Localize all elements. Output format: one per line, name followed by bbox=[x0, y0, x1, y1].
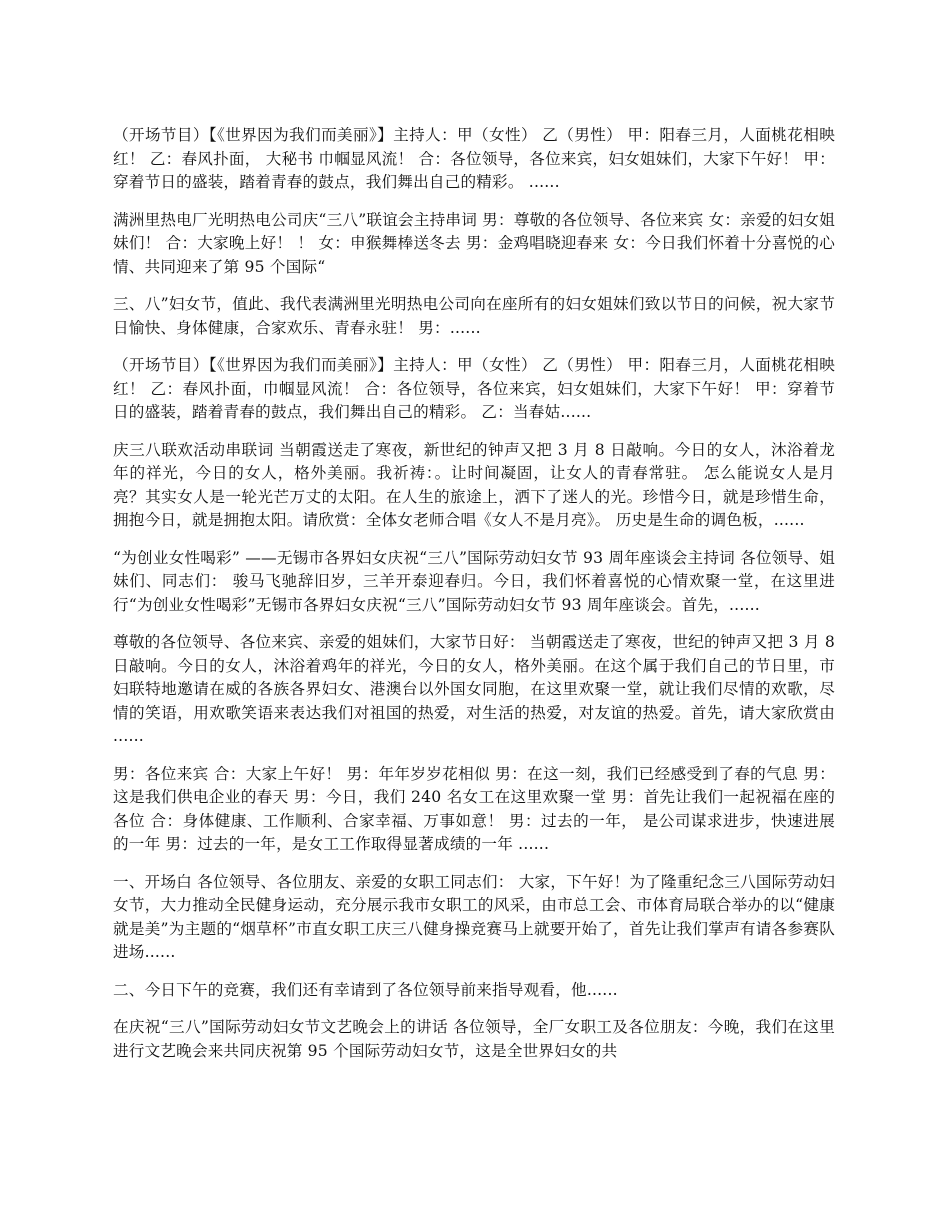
paragraph-10: 二、今日下午的竞赛，我们还有幸请到了各位领导前来指导观看，他...... bbox=[113, 980, 618, 999]
paragraph-9: 一、开场白 各位领导、各位朋友、亲爱的女职工同志们： 大家，下午好！为了隆重纪念三八国际劳动妇女节，大力推动全民健身运动，充分展示我市女职工的风采，由市总工会、市体育局联合举办的以“健康就是美”为主题的“烟草杯”市直女职工庆三八健身操竞赛马上就要开始了，首先让我们掌声有请各参赛队进场...... bbox=[113, 872, 835, 961]
document-body bbox=[113, 124, 835, 1077]
paragraph-8: 男：各位来宾 合：大家上午好！ 男：年年岁岁花相似 男：在这一刻，我们已经感受到了春的气息 男：这是我们供电企业的春天 男：今日，我们 240 名女工在这里欢聚一堂 男：首先让我们一起祝福在座的各位 合：身体健康、工作顺利、合家幸福、万事如意！ 男：过去的一年， 是公司谋求进步，快速进展的一年 男：过去的一年，是女工工作取得显著成绩的一年 ...... bbox=[113, 764, 835, 853]
paragraph-7: 尊敬的各位领导、各位来宾、亲爱的姐妹们，大家节日好： 当朝霞送走了寒夜，世纪的钟声又把 3 月 8 日敲响。今日的女人，沐浴着鸡年的祥光，今日的女人，格外美丽。在这个属于我们自己的节日里，市妇联特地邀请在威的各族各界妇女、港澳台以外国女同胞，在这里欢聚一堂，就让我们尽情的欢歌，尽情的笑语，用欢歌笑语来表达我们对祖国的热爱，对生活的热爱，对友谊的热爱。首先，请大家欣赏由 ...... bbox=[113, 633, 835, 745]
paragraph-2: 满洲里热电厂光明热电公司庆“三八”联谊会主持串词 男：尊敬的各位领导、各位来宾 女：亲爱的妇女姐妹们！ 合：大家晚上好！ ！ 女：申猴舞棒送冬去 男：金鸡唱晓迎春来 女：今日我们怀着十分喜悦的心情、共同迎来了第 95 个国际“ bbox=[113, 210, 835, 276]
paragraph-5: 庆三八联欢活动串联词 当朝霞送走了寒夜，新世纪的钟声又把 3 月 8 日敲响。今日的女人，沐浴着龙年的祥光，今日的女人，格外美丽。我祈祷：。让时间凝固，让女人的青春常驻。 怎么能说女人是月亮？其实女人是一轮光芒万丈的太阳。在人生的旅途上，洒下了迷人的光。珍惜今日，就是珍惜生命，拥抱今日，就是拥抱太阳。请欣赏：全体女老师合唱《女人不是月亮》。 历史是生命的调色板，...... bbox=[113, 440, 835, 529]
paragraph-1: （开场节目）【《世界因为我们而美丽》】主持人：甲（女性） 乙（男性） 甲：阳春三月，人面桃花相映红！ 乙：春风扑面， 大秘书 巾帼显风流！ 合：各位领导，各位来宾，妇女姐妹们，大家下午好！ 甲：穿着节日的盛装，踏着青春的鼓点，我们舞出自己的精彩。 ...... bbox=[113, 126, 835, 191]
paragraph-6: “为创业女性喝彩” ——无锡市各界妇女庆祝“三八”国际劳动妇女节 93 周年座谈会主持词 各位领导、姐妹们、同志们： 骏马飞驰辞旧岁，三羊开泰迎春归。今日，我们怀着喜悦的心情欢聚一堂，在这里进行“为创业女性喝彩”无锡市各界妇女庆祝“三八”国际劳动妇女节 93 周年座谈会。首先，...... bbox=[113, 548, 835, 614]
paragraph-3: 三、八”妇女节，值此、我代表满洲里光明热电公司向在座所有的妇女姐妹们致以节日的问候，祝大家节日愉快、身体健康，合家欢乐、青春永驻！ 男：...... bbox=[113, 295, 835, 337]
paragraph-11: 在庆祝“三八”国际劳动妇女节文艺晚会上的讲话 各位领导，全厂女职工及各位朋友：今晚，我们在这里进行文艺晚会来共同庆祝第 95 个国际劳动妇女节，这是全世界妇女的共 bbox=[113, 1018, 835, 1060]
paragraph-4: （开场节目）【《世界因为我们而美丽》】主持人：甲（女性） 乙（男性） 甲：阳春三月，人面桃花相映红！ 乙：春风扑面，巾帼显风流！ 合：各位领导，各位来宾，妇女姐妹们，大家下午好！ 甲：穿着节日的盛装，踏着青春的鼓点，我们舞出自己的精彩。 乙：当春姑...... bbox=[113, 356, 835, 421]
